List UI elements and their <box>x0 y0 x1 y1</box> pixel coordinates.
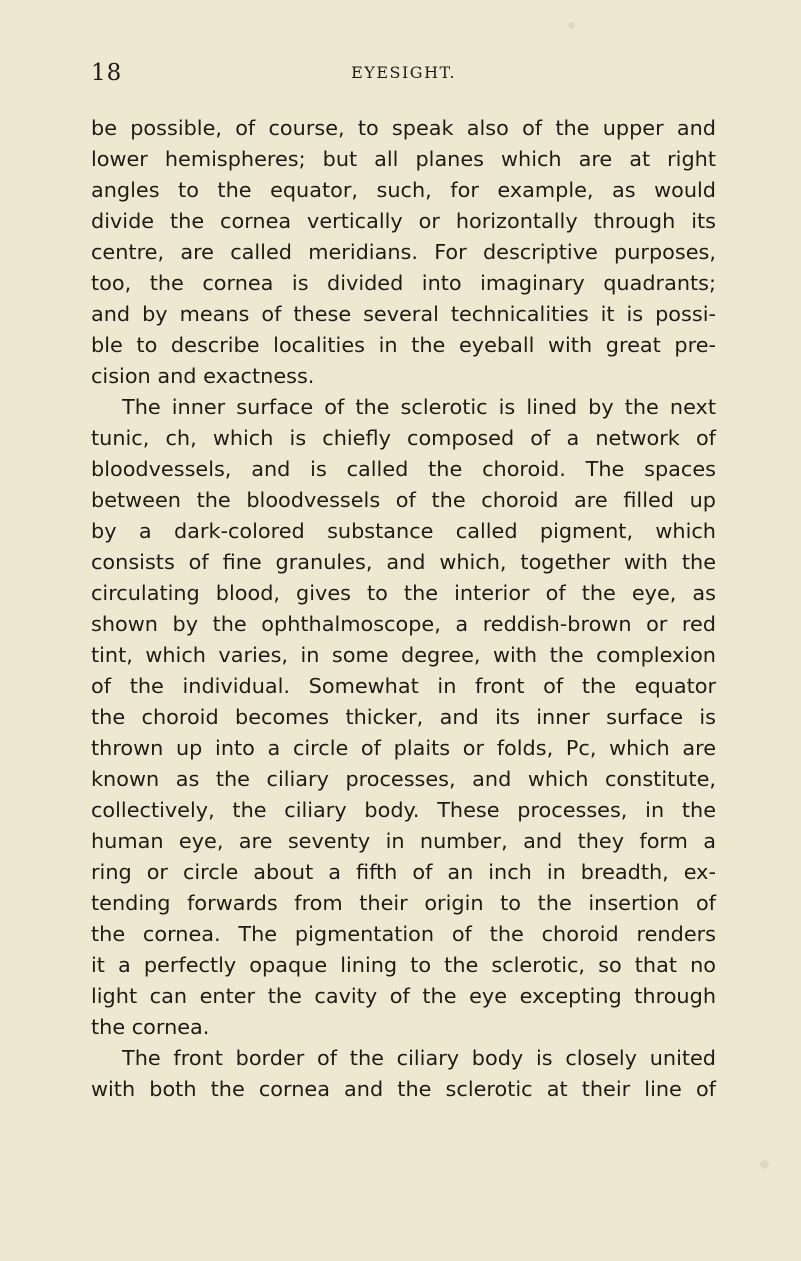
text-line: lower hemispheres; but all planes which are at right <box>91 147 716 171</box>
paper-spot <box>568 22 575 29</box>
text-line: collectively, the ciliary body. These processes, in the <box>91 798 716 822</box>
text-line: angles to the equator, such, for example, as would <box>91 178 716 202</box>
body-text <box>91 113 716 1105</box>
text-line: it a perfectly opaque lining to the sclerotic, so that no <box>91 953 716 977</box>
text-line: thrown up into a circle of plaits or folds, Pc, which are <box>91 736 716 760</box>
paragraph-ciliary-border <box>91 1043 716 1105</box>
text-line: human eye, are seventy in number, and they form a <box>91 829 716 853</box>
text-line: tint, which varies, in some degree, with the complexion <box>91 643 716 667</box>
page-number: 18 <box>91 60 123 86</box>
text-line: the cornea. <box>91 1015 210 1039</box>
page-header <box>91 60 716 90</box>
text-line: divide the cornea vertically or horizontally through its <box>91 209 716 233</box>
paragraph-choroid <box>91 392 716 1043</box>
text-line: bloodvessels, and is called the choroid. The spaces <box>91 457 716 481</box>
text-line: the cornea. The pigmentation of the choroid renders <box>91 922 716 946</box>
text-line: with both the cornea and the sclerotic at their line of <box>91 1077 716 1101</box>
paper-spot <box>760 1160 769 1169</box>
text-line: between the bloodvessels of the choroid are filled up <box>91 488 716 512</box>
text-line: too, the cornea is divided into imaginary quadrants; <box>91 271 716 295</box>
text-line: centre, are called meridians. For descriptive purposes, <box>91 240 716 264</box>
text-line: circulating blood, gives to the interior of the eye, as <box>91 581 716 605</box>
text-line: by a dark-colored substance called pigment, which <box>91 519 716 543</box>
text-line: The inner surface of the sclerotic is lined by the next <box>122 395 716 419</box>
text-line: tending forwards from their origin to the insertion of <box>91 891 716 915</box>
running-title: EYESIGHT. <box>351 63 456 82</box>
text-line: light can enter the cavity of the eye excepting through <box>91 984 716 1008</box>
paragraph-sclerotic <box>91 113 716 392</box>
text-line: tunic, ch, which is chiefly composed of a network of <box>91 426 716 450</box>
text-line: shown by the ophthalmoscope, a reddish-brown or red <box>91 612 716 636</box>
text-line: cision and exactness. <box>91 364 315 388</box>
text-line: be possible, of course, to speak also of the upper and <box>91 116 716 140</box>
text-line: ble to describe localities in the eyeball with great pre- <box>91 333 716 357</box>
text-line: consists of fine granules, and which, together with the <box>91 550 716 574</box>
text-line: the choroid becomes thicker, and its inner surface is <box>91 705 716 729</box>
text-line: of the individual. Somewhat in front of the equator <box>91 674 716 698</box>
text-line: ring or circle about a fifth of an inch in breadth, ex- <box>91 860 716 884</box>
text-line: known as the ciliary processes, and which constitute, <box>91 767 716 791</box>
text-line: The front border of the ciliary body is closely united <box>122 1046 716 1070</box>
text-line: and by means of these several technicalities it is possi- <box>91 302 716 326</box>
